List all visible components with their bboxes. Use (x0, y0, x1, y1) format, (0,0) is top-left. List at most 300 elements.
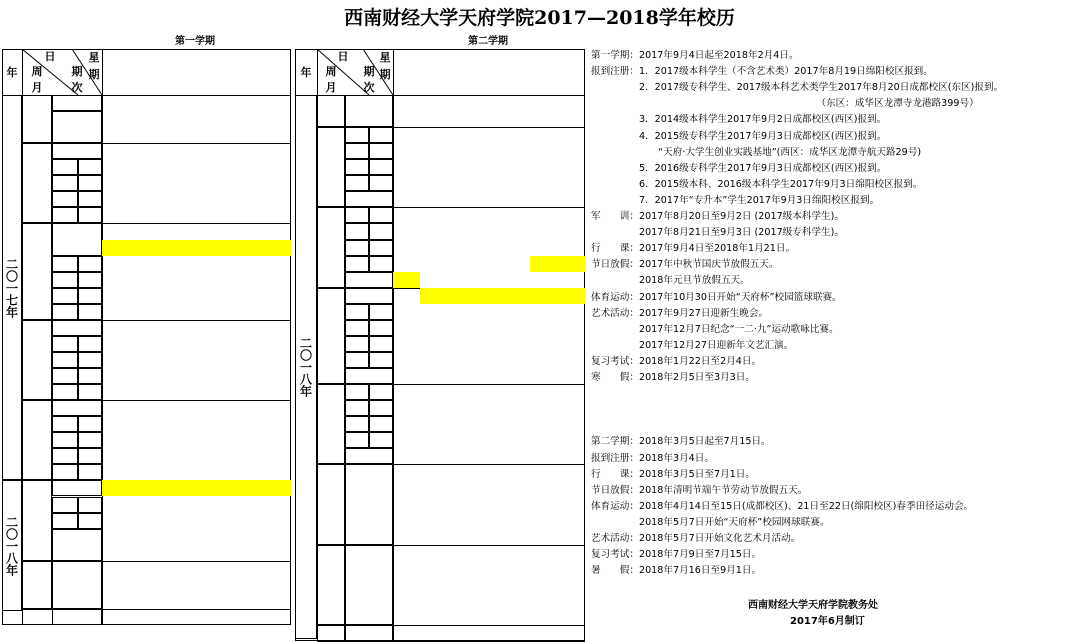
sem1-day-cell (264, 464, 291, 480)
sem2-day-cell (557, 609, 584, 625)
sem1-day-cell (102, 95, 129, 111)
sem2-day-cell (448, 609, 475, 625)
sem2-day-cell (503, 175, 530, 191)
sem2-span-box (345, 625, 393, 641)
sem2-day-cell (448, 529, 475, 545)
sem1-week-parity (78, 432, 102, 448)
sem1-day-cell (264, 368, 291, 384)
sem2-day-cell (530, 223, 557, 239)
note-line: 2017年12月7日纪念“一二·九”运动歌咏比赛。 (591, 323, 839, 335)
sem2-day-cell (448, 288, 475, 304)
sem1-day-cell (237, 400, 264, 416)
note-line: 6．2015级本科、2016级本科学生2017年9月3日绵阳校区报到。 (591, 178, 923, 190)
note-line: （东区：成华区龙潭寺龙港路399号） (591, 98, 979, 110)
sem1-day-cell (183, 127, 210, 143)
sem1-day-cell (183, 95, 210, 111)
sem1-day-cell (210, 111, 237, 127)
sem1-day-cell (237, 464, 264, 480)
sem2-day-cell (557, 448, 584, 464)
sem2-week-parity (369, 240, 393, 256)
sem2-day-cell (557, 480, 584, 496)
sem2-day-cell (503, 320, 530, 336)
sem2-day-cell (420, 432, 447, 448)
sem1-day-cell (237, 191, 264, 207)
sem1-month-label (22, 400, 52, 480)
sem1-week-parity (78, 256, 102, 272)
sem2-day-cell (503, 561, 530, 577)
note-line: 体育运动：2017年10月30日开始“天府杯”校园篮球联赛。 (591, 291, 842, 303)
note-line: “天府·大学生创业实践基地”(西区：成华区龙潭寺航天路29号) (591, 146, 922, 158)
sem1-day-cell (183, 256, 210, 272)
sem1-day-cell (264, 497, 291, 513)
sem1-period-label (52, 95, 102, 111)
sem1-day-cell (102, 464, 129, 480)
sem1-day-cell (264, 400, 291, 416)
sem1-day-cell (264, 448, 291, 464)
sem1-day-cell (129, 384, 156, 400)
sem1-day-cell (156, 448, 183, 464)
sem2-day-cell (475, 416, 502, 432)
sem2-day-cell (448, 432, 475, 448)
sem1-day-cell (102, 256, 129, 272)
sem2-day-cell (475, 191, 502, 207)
sem2-day-cell (393, 272, 420, 288)
sem2-day-cell (420, 513, 447, 529)
sem2-day-cell (420, 223, 447, 239)
sem2-day-cell (420, 272, 447, 288)
sem2-week-parity (369, 384, 393, 400)
sem1-week-number (52, 432, 78, 448)
sem1-week-number (52, 497, 78, 513)
note-line: 4．2015级专科学生2017年9月3日成都校区(西区)报到。 (591, 130, 887, 142)
sem2-year-2018-box (295, 95, 317, 639)
sem1-period-label (52, 529, 102, 561)
sem1-day-cell (156, 368, 183, 384)
sem2-day-cell (393, 159, 420, 175)
sem2-day-cell (557, 240, 584, 256)
sem2-day-cell (448, 561, 475, 577)
sem2-day-cell (393, 593, 420, 609)
sem2-month-label (317, 288, 345, 384)
sem1-week-parity (78, 448, 102, 464)
sem2-day-cell (530, 143, 557, 159)
sem1-day-cell (264, 159, 291, 175)
sem2-day-cell (393, 400, 420, 416)
sem1-day-cell (183, 545, 210, 561)
sem1-day-cell (264, 336, 291, 352)
sem2-day-cell (475, 480, 502, 496)
sem1-day-cell (156, 480, 183, 496)
sem1-day-cell (183, 609, 210, 625)
sem1-hdr-diagonal (22, 49, 102, 95)
sem2-day-cell (393, 352, 420, 368)
sem1-day-cell (237, 513, 264, 529)
sem1-hdr-day-2 (156, 49, 183, 95)
sem2-hdr-day: 日 (337, 50, 349, 63)
sem1-day-cell (264, 288, 291, 304)
sem1-hdr-period: 期 (71, 65, 83, 78)
sem1-day-cell (237, 159, 264, 175)
sem1-day-cell (102, 223, 129, 239)
sem2-day-cell (503, 529, 530, 545)
sem1-day-cell (237, 416, 264, 432)
sem1-day-cell (183, 432, 210, 448)
sem1-week-parity (78, 416, 102, 432)
sem2-day-cell (448, 497, 475, 513)
sem1-week-parity (78, 159, 102, 175)
sem2-day-cell (530, 529, 557, 545)
note-line: 2017年8月21日至9月3日 (2017级专科学生)。 (591, 227, 844, 239)
sem2-day-cell (393, 625, 420, 641)
sem2-month-label (317, 384, 345, 464)
sem2-day-cell (420, 304, 447, 320)
sem1-day-cell (129, 304, 156, 320)
sem2-year-2018: 二〇一八年 (298, 337, 313, 398)
sem1-day-cell (183, 240, 210, 256)
sem1-day-cell (237, 593, 264, 609)
sem2-day-cell (448, 272, 475, 288)
sem1-year-2017-box (2, 95, 22, 480)
sem1-day-cell (210, 175, 237, 191)
sem2-day-cell (530, 416, 557, 432)
sem1-day-cell (237, 529, 264, 545)
sem1-day-cell (183, 288, 210, 304)
sem1-day-cell (183, 448, 210, 464)
sem2-day-cell (448, 143, 475, 159)
sem1-period-label (52, 111, 102, 143)
sem1-week-number (52, 159, 78, 175)
sem2-day-cell (503, 288, 530, 304)
sem1-day-cell (102, 480, 129, 496)
note-line: 2018年元旦节放假五天。 (591, 275, 750, 287)
sem1-month-label (22, 320, 52, 400)
note-line: 7．2017年“专升本”学生2017年9月3日绵阳校区报到。 (591, 194, 880, 206)
sem1-day-cell (183, 320, 210, 336)
sem2-week-number (345, 207, 369, 223)
note-line: 军 训：2017年8月20日至9月2日 (2017级本科学生)。 (591, 211, 844, 222)
sem2-day-cell (420, 288, 447, 304)
sem1-week-number (52, 416, 78, 432)
sem2-day-cell (420, 159, 447, 175)
sem1-day-cell (102, 400, 129, 416)
sem2-day-cell (503, 368, 530, 384)
sem1-hdr-day-5 (237, 49, 264, 95)
sem2-day-cell (393, 336, 420, 352)
note-line: 体育运动：2018年4月14日至15日(成都校区)、21日至22日(绵阳校区)春季田径运动会。 (591, 500, 974, 512)
sem1-day-cell (156, 207, 183, 223)
sem2-day-cell (475, 223, 502, 239)
sem1-week-parity (78, 384, 102, 400)
sem1-period-label (52, 561, 102, 609)
sem2-day-cell (503, 593, 530, 609)
note-line: 第一学期：2017年9月4日起至2018年2月4日。 (591, 50, 799, 61)
sem1-day-cell (210, 480, 237, 496)
sem1-day-cell (237, 304, 264, 320)
sem1-day-cell (183, 400, 210, 416)
sem2-day-cell (475, 577, 502, 593)
sem2-day-cell (393, 577, 420, 593)
sem1-day-cell (102, 352, 129, 368)
sem1-day-cell (156, 240, 183, 256)
sem2-day-cell (393, 207, 420, 223)
sem2-day-cell (448, 400, 475, 416)
sem1-month-label (22, 561, 52, 609)
sem2-day-cell (475, 256, 502, 272)
sem2-day-cell (503, 577, 530, 593)
sem1-day-cell (264, 127, 291, 143)
sem2-day-cell (557, 577, 584, 593)
sem1-day-cell (237, 609, 264, 625)
sem2-day-cell (393, 127, 420, 143)
sem1-day-cell (264, 256, 291, 272)
sem2-day-cell (420, 175, 447, 191)
sem1-day-cell (129, 593, 156, 609)
sem2-day-cell (475, 545, 502, 561)
note-line: 5．2016级专科学生2017年9月3日成都校区(西区)报到。 (591, 162, 887, 174)
sem2-day-cell (503, 272, 530, 288)
sem2-day-cell (530, 272, 557, 288)
sem1-day-cell (156, 336, 183, 352)
sem2-day-cell (503, 384, 530, 400)
sem1-day-cell (102, 513, 129, 529)
sem1-hdr-week: 周 (31, 65, 43, 78)
note-line: 3．2014级本科学生2017年9月2日成都校区(西区)报到。 (591, 114, 887, 126)
sem1-day-cell (129, 95, 156, 111)
sem1-day-cell (129, 561, 156, 577)
sem1-day-cell (156, 400, 183, 416)
sem2-day-cell (420, 561, 447, 577)
sem1-day-cell (183, 561, 210, 577)
sem1-day-cell (210, 545, 237, 561)
sem1-day-cell (210, 95, 237, 111)
sem2-day-cell (557, 561, 584, 577)
sem1-day-cell (102, 577, 129, 593)
sem1-hdr-year: 年 (6, 66, 18, 79)
sem2-day-cell (448, 625, 475, 641)
sem1-day-cell (264, 143, 291, 159)
sem1-month-label (22, 143, 52, 223)
sem2-day-cell (420, 545, 447, 561)
sem1-week-parity (78, 207, 102, 223)
sem1-day-cell (210, 416, 237, 432)
sem2-label: 第二学期 (468, 36, 508, 47)
sem2-week-parity (369, 256, 393, 272)
sem2-week-number (345, 175, 369, 191)
sem2-day-cell (420, 95, 447, 111)
sem2-day-cell (557, 111, 584, 127)
sem2-day-cell (557, 368, 584, 384)
sem1-day-cell (183, 577, 210, 593)
sem1-week-parity (78, 368, 102, 384)
sem2-day-cell (475, 207, 502, 223)
sem1-span-box (52, 320, 102, 336)
sem1-day-cell (237, 95, 264, 111)
sem1-day-cell (210, 400, 237, 416)
sem2-span-box (345, 191, 393, 207)
sem2-day-cell (475, 529, 502, 545)
sem2-day-cell (503, 416, 530, 432)
sem2-day-cell (393, 304, 420, 320)
sem2-month-label (317, 464, 345, 544)
sem2-day-cell (448, 577, 475, 593)
sem1-day-cell (156, 561, 183, 577)
sem2-day-cell (475, 368, 502, 384)
sem1-day-cell (129, 400, 156, 416)
sem1-span-box (52, 223, 102, 255)
sem2-day-cell (530, 400, 557, 416)
sem2-day-cell (530, 384, 557, 400)
sem2-day-cell (448, 175, 475, 191)
sem1-day-cell (237, 368, 264, 384)
sem2-day-cell (475, 561, 502, 577)
sem1-day-cell (183, 111, 210, 127)
sem2-day-cell (557, 223, 584, 239)
sem1-day-cell (210, 609, 237, 625)
sem2-day-cell (557, 95, 584, 111)
sem2-week-number (345, 320, 369, 336)
sem2-day-cell (503, 513, 530, 529)
sem1-day-cell (264, 304, 291, 320)
sem1-day-cell (156, 593, 183, 609)
sem2-day-cell (530, 127, 557, 143)
sem2-day-cell (557, 625, 584, 641)
sem1-label: 第一学期 (175, 36, 215, 47)
sem2-day-cell (530, 593, 557, 609)
sem1-day-cell (183, 513, 210, 529)
sem2-week-parity (369, 352, 393, 368)
sem1-day-cell (156, 288, 183, 304)
sem1-day-cell (129, 175, 156, 191)
sem2-day-cell (503, 497, 530, 513)
sem2-day-cell (530, 497, 557, 513)
sem2-day-cell (530, 256, 557, 272)
sem1-week-number (52, 464, 78, 480)
sem2-day-cell (503, 143, 530, 159)
sem2-day-cell (420, 593, 447, 609)
sem2-week-parity (369, 320, 393, 336)
sem2-week-number (345, 256, 369, 272)
sem1-day-cell (156, 416, 183, 432)
sem2-day-cell (557, 288, 584, 304)
sem1-day-cell (129, 191, 156, 207)
sem2-week-parity (369, 336, 393, 352)
sem2-day-cell (557, 352, 584, 368)
sem2-day-cell (530, 191, 557, 207)
sem1-week-number (52, 288, 78, 304)
sem2-day-cell (530, 352, 557, 368)
sem2-day-cell (420, 529, 447, 545)
sem1-day-cell (129, 513, 156, 529)
sem2-day-cell (557, 497, 584, 513)
sem2-day-cell (530, 577, 557, 593)
sem1-day-cell (264, 175, 291, 191)
sem1-day-cell (102, 240, 129, 256)
sem1-year-2018-box (2, 480, 22, 610)
sem2-day-cell (420, 497, 447, 513)
sem1-span-box (52, 609, 102, 625)
sem1-day-cell (102, 304, 129, 320)
sem2-day-cell (557, 207, 584, 223)
sem1-day-cell (264, 320, 291, 336)
sem2-day-cell (420, 384, 447, 400)
sem2-day-cell (448, 545, 475, 561)
sem1-day-cell (210, 513, 237, 529)
sem2-day-cell (530, 368, 557, 384)
sem2-day-cell (475, 111, 502, 127)
sem2-day-cell (393, 320, 420, 336)
sem2-day-cell (557, 400, 584, 416)
sem1-day-cell (183, 143, 210, 159)
sem1-day-cell (129, 480, 156, 496)
sem2-day-cell (503, 223, 530, 239)
note-line: 报到注册：1．2017级本科学生（不含艺术类）2017年8月19日绵阳校区报到。 (591, 66, 933, 78)
sem2-span-box (345, 368, 393, 384)
sem1-day-cell (102, 159, 129, 175)
sem2-day-cell (475, 127, 502, 143)
sem2-day-cell (393, 529, 420, 545)
sem2-month-label (317, 545, 345, 625)
note-line: 节日放假：2018年清明节端午节劳动节放假五天。 (591, 484, 808, 496)
sem1-day-cell (210, 497, 237, 513)
page-title: 西南财经大学天府学院2017—2018学年校历 (344, 7, 735, 29)
sem2-day-cell (557, 432, 584, 448)
sem1-day-cell (102, 127, 129, 143)
sem2-hdr-month: 月 (325, 81, 337, 94)
sem2-day-cell (393, 111, 420, 127)
sem2-day-cell (503, 609, 530, 625)
sem2-day-cell (503, 400, 530, 416)
sem2-day-cell (475, 432, 502, 448)
sem2-month-label (317, 207, 345, 287)
sem2-day-cell (420, 480, 447, 496)
sem1-day-cell (156, 513, 183, 529)
sem2-day-cell (393, 448, 420, 464)
sem2-day-cell (475, 497, 502, 513)
note-line: 2017年12月27日迎新年文艺汇演。 (591, 339, 794, 351)
sem2-period-label (345, 464, 393, 544)
sem2-week-number (345, 336, 369, 352)
sem2-day-cell (420, 416, 447, 432)
sem2-day-cell (475, 625, 502, 641)
sem1-week-parity (78, 272, 102, 288)
sem2-day-cell (475, 288, 502, 304)
sem1-day-cell (237, 545, 264, 561)
sem2-day-cell (557, 593, 584, 609)
sem2-day-cell (475, 320, 502, 336)
sem1-day-cell (156, 609, 183, 625)
sem2-week-parity (369, 175, 393, 191)
sem1-day-cell (264, 191, 291, 207)
sem1-day-cell (156, 127, 183, 143)
sem1-day-cell (210, 127, 237, 143)
sem1-day-cell (156, 143, 183, 159)
sem1-span-box (52, 400, 102, 416)
sem1-day-cell (264, 513, 291, 529)
sem2-day-cell (420, 336, 447, 352)
sem1-day-cell (183, 384, 210, 400)
sem1-day-cell (129, 207, 156, 223)
sem2-day-cell (557, 513, 584, 529)
sem1-day-cell (129, 336, 156, 352)
sem2-day-cell (393, 288, 420, 304)
sem1-day-cell (237, 432, 264, 448)
sem2-day-cell (420, 464, 447, 480)
sem1-week-number (52, 384, 78, 400)
sem2-day-cell (503, 207, 530, 223)
sem1-day-cell (210, 368, 237, 384)
sem2-day-cell (530, 448, 557, 464)
sem1-day-cell (102, 432, 129, 448)
